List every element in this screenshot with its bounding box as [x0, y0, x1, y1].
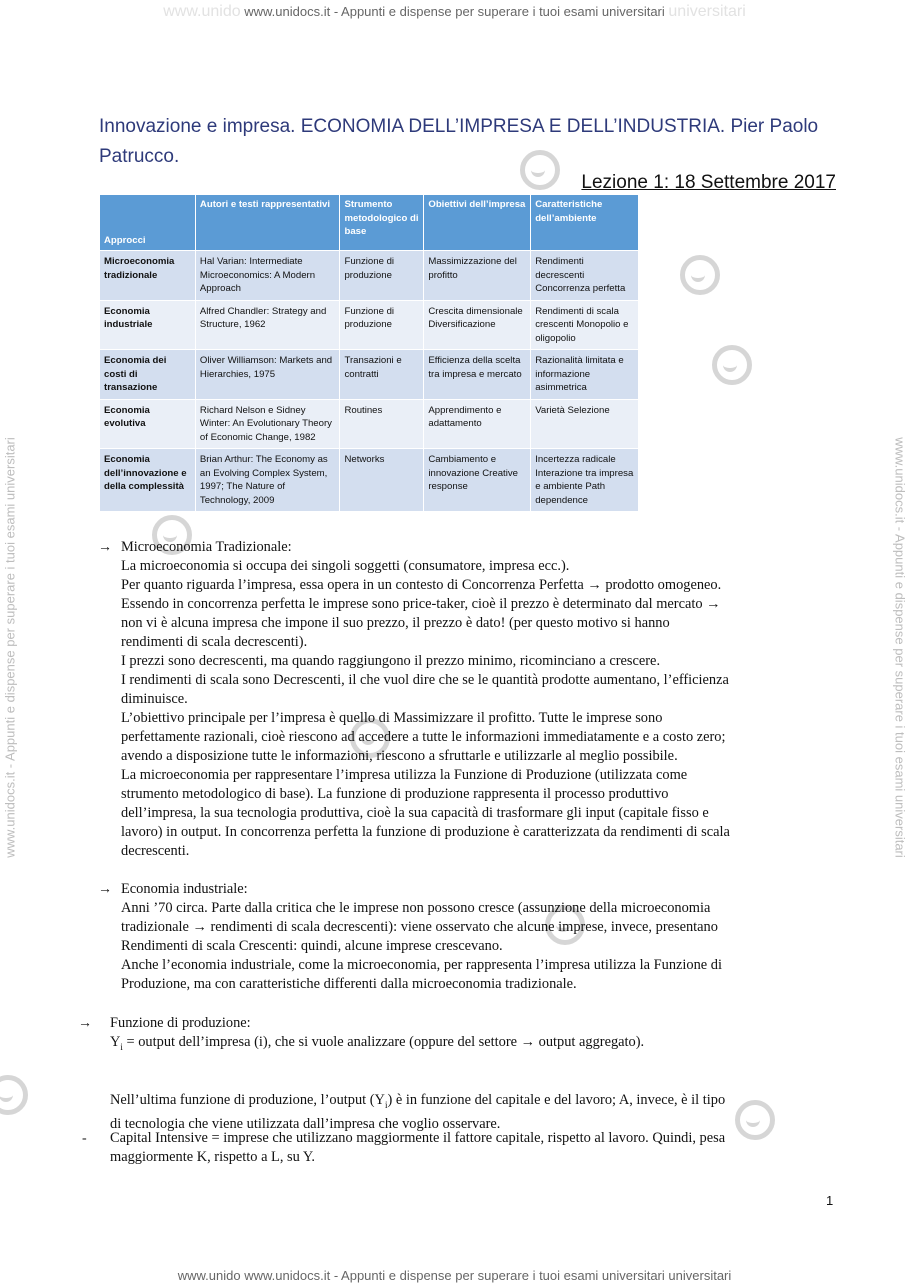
watermark-side-right: www.unidocs.it - Appunti e dispense per superare i tuoi esami universitari	[892, 437, 908, 858]
text-line: perfettamente razionali, cioè riescono ad accedere a tutte le informazioni immediatamente e a costo zero;	[121, 729, 726, 745]
table-cell: Oliver Williamson: Markets and Hierarchies, 1975	[195, 350, 340, 400]
text-line: strumento metodologico di base). La funzione di produzione rappresenta il processo produttivo	[121, 786, 669, 802]
watermark-banner-text: www.unidocs.it - Appunti e dispense per superare i tuoi esami universitari	[244, 1268, 665, 1283]
text-line: dell’impresa, la sua tecnologia produttiva, cioè la sua capacità di trasformare gli input (capitale fisso e	[121, 805, 709, 821]
table-header-cell: Approcci	[100, 195, 196, 251]
arrow-bullet-icon: →	[98, 882, 112, 897]
text-line: Anche l’economia industriale, come la microeconomia, per rappresenta l’impresa utilizza la Funzione di	[121, 957, 722, 973]
section-funzione-produzione	[110, 1014, 840, 1057]
text-line: Rendimenti di scala Crescenti: quindi, alcune imprese crescevano.	[121, 938, 503, 954]
table-cell: Varietà Selezione	[531, 399, 639, 449]
table-cell: Hal Varian: Intermediate Microeconomics: A Modern Approach	[195, 251, 340, 301]
table-row	[100, 251, 639, 301]
table-header-cell: Caratteristiche dell’ambiente	[531, 195, 639, 251]
section-heading: Funzione di produzione:	[110, 1015, 251, 1031]
unidocs-logo-icon	[0, 1075, 28, 1115]
text-line: di tecnologia che viene utilizzata dall’impresa che voglio osservare.	[110, 1115, 501, 1132]
table-cell: Economia dell’innovazione e della complessità	[100, 449, 196, 512]
section-microeconomia	[121, 538, 841, 861]
arrow-bullet-icon: →	[78, 1016, 92, 1031]
table-cell: Richard Nelson e Sidney Winter: An Evolutionary Theory of Economic Change, 1982	[195, 399, 340, 449]
table-cell: Transazioni e contratti	[340, 350, 424, 400]
text-line: tradizionale → rendimenti di scala decrescenti): viene osservato che alcune imprese, invece, presentano	[121, 919, 718, 935]
watermark-banner-text: www.unidocs.it - Appunti e dispense per superare i tuoi esami universitari	[244, 4, 665, 19]
text-line: avendo a disposizione tutte le informazioni, riescono a sfruttarle e utilizzarle al meglio possibile.	[121, 748, 678, 764]
text-line: decrescenti.	[121, 843, 190, 859]
table-cell: Brian Arthur: The Economy as an Evolving Complex System, 1997; The Nature of Technology, 2009	[195, 449, 340, 512]
symbol-subscript: i	[120, 1041, 123, 1052]
table-cell: Efficienza della scelta tra impresa e mercato	[424, 350, 531, 400]
lesson-date: Lezione 1: 18 Settembre 2017	[581, 172, 836, 193]
approaches-table	[99, 194, 639, 512]
table-cell: Incertezza radicale Interazione tra impresa e ambiente Path dependence	[531, 449, 639, 512]
dash-bullet: -	[82, 1131, 87, 1146]
text-line: diminuisce.	[121, 691, 188, 707]
arrow-bullet-icon: →	[98, 540, 112, 555]
watermark-side-left: www.unidocs.it - Appunti e dispense per superare i tuoi esami universitari	[2, 437, 18, 858]
table-cell: Massimizzazione del profitto	[424, 251, 531, 301]
watermark-bottom-banner	[0, 1268, 909, 1283]
table-row	[100, 300, 639, 350]
table-cell: Funzione di produzione	[340, 300, 424, 350]
table-header-cell: Strumento metodologico di base	[340, 195, 424, 251]
text-line: L’obiettivo principale per l’impresa è quello di Massimizzare il profitto. Tutte le imprese sono	[121, 710, 663, 726]
text-line: Per quanto riguarda l’impresa, essa opera in un contesto di Concorrenza Perfetta → prodotto omogeneo.	[121, 577, 722, 593]
text-line: lavoro) in output. In concorrenza perfetta la funzione di produzione è caratterizzata da rendimenti di scala	[121, 824, 730, 840]
table-cell: Rendimenti di scala crescenti Monopolio e oligopolio	[531, 300, 639, 350]
section-heading: Economia industriale:	[121, 881, 248, 897]
table-header-cell: Obiettivi dell’impresa	[424, 195, 531, 251]
table-cell: Razionalità limitata e informazione asimmetrica	[531, 350, 639, 400]
text-line: I rendimenti di scala sono Decrescenti, il che vuol dire che se le quantità prodotte aumentano, l’efficienza	[121, 672, 729, 688]
table-cell: Rendimenti decrescenti Concorrenza perfetta	[531, 251, 639, 301]
section-capital-intensive	[110, 1129, 840, 1167]
table-cell: Routines	[340, 399, 424, 449]
symbol-subscript: i	[384, 1099, 388, 1110]
table-cell: Economia evolutiva	[100, 399, 196, 449]
watermark-ghost-left: www.unido	[177, 1268, 241, 1283]
text-span: Nell’ultima funzione di produzione, l’output (Y	[110, 1092, 385, 1108]
text-span: ) è in funzione del capitale e del lavoro; A, invece, è il tipo	[387, 1092, 726, 1108]
table-cell: Alfred Chandler: Strategy and Structure, 1962	[195, 300, 340, 350]
table-row	[100, 350, 639, 400]
watermark-ghost-right: universitari	[668, 1268, 732, 1283]
text-line	[110, 1033, 840, 1057]
section-heading: Microeconomia Tradizionale:	[121, 539, 292, 555]
watermark-ghost-right: universitari	[668, 3, 746, 20]
table-header-row	[100, 195, 639, 251]
table-cell: Economia dei costi di transazione	[100, 350, 196, 400]
unidocs-logo-icon	[712, 345, 752, 385]
table-cell: Crescita dimensionale Diversificazione	[424, 300, 531, 350]
text-line: Anni ’70 circa. Parte dalla critica che le imprese non possono cresce (assunzione della microeconomia	[121, 900, 711, 916]
document-title: Innovazione e impresa. ECONOMIA DELL’IMPRESA E DELL’INDUSTRIA. Pier Paolo Patrucco.	[99, 116, 819, 167]
text-line: rendimenti di scala decrescenti).	[121, 634, 308, 650]
table-row	[100, 399, 639, 449]
text-line: La microeconomia si occupa dei singoli soggetti (consumatore, impresa ecc.).	[121, 558, 570, 574]
section-final-paragraph	[110, 1091, 840, 1134]
table-row	[100, 449, 639, 512]
table-cell: Networks	[340, 449, 424, 512]
text-line: Capital Intensive = imprese che utilizzano maggiormente il fattore capitale, rispetto al lavoro. Quindi, pesa	[110, 1130, 726, 1146]
watermark-ghost-left: www.unido	[163, 3, 241, 20]
text-line: non vi è alcuna impresa che impone il suo prezzo, il prezzo è dato! (per questo motivo si hanno	[121, 615, 670, 631]
text-span: = output dell’impresa (i), che si vuole analizzare (oppure del settore → output aggregato).	[122, 1034, 645, 1050]
text-line: maggiormente K, rispetto a L, su Y.	[110, 1149, 316, 1165]
text-line: Essendo in concorrenza perfetta le imprese sono price-taker, cioè il prezzo è determinato dal mercato →	[121, 596, 721, 612]
table-cell: Economia industriale	[100, 300, 196, 350]
table-cell: Funzione di produzione	[340, 251, 424, 301]
symbol-y: Y	[110, 1034, 121, 1050]
text-line: La microeconomia per rappresentare l’impresa utilizza la Funzione di Produzione (utilizzata come	[121, 767, 688, 783]
unidocs-logo-icon	[680, 255, 720, 295]
page-number: 1	[826, 1193, 834, 1208]
text-line: Produzione, ma con caratteristiche differenti dalla microeconomia tradizionale.	[121, 976, 577, 992]
table-header-cell: Autori e testi rappresentativi	[195, 195, 340, 251]
watermark-top-banner	[0, 3, 909, 21]
text-line	[110, 1091, 840, 1115]
table-cell: Microeconomia tradizionale	[100, 251, 196, 301]
table-cell: Apprendimento e adattamento	[424, 399, 531, 449]
text-line: I prezzi sono decrescenti, ma quando raggiungono il prezzo minimo, ricominciano a crescere.	[121, 653, 661, 669]
section-economia-industriale	[121, 880, 841, 994]
table-cell: Cambiamento e innovazione Creative response	[424, 449, 531, 512]
